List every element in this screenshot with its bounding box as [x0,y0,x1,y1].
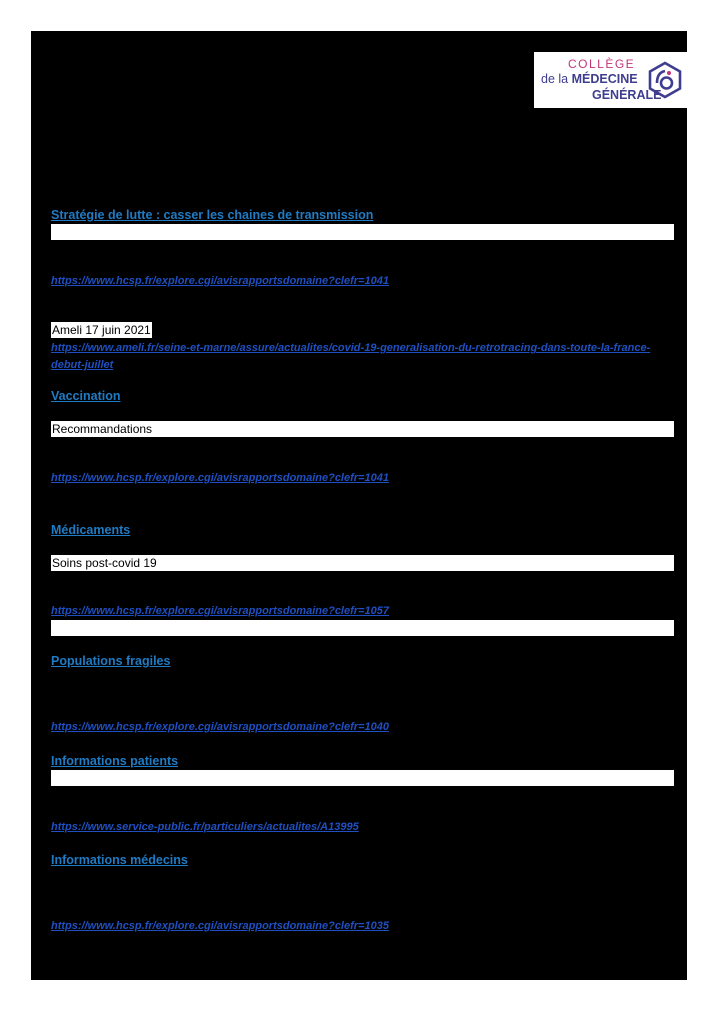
blank-bar-strategie [51,224,674,240]
college-medecine-generale-logo [534,52,688,108]
heading-vaccination: Vaccination [51,389,121,403]
link-service-public-a13995[interactable]: https://www.service-public.fr/particuliers/actualites/A13995 [51,821,359,833]
logo-line-3: GÉNÉRALE [592,88,662,102]
heading-medicaments: Médicaments [51,523,131,537]
blank-bar-medicaments [51,620,674,636]
heading-populations-fragiles: Populations fragiles [51,654,171,668]
bar-soins-post-covid [51,555,674,571]
logo-line-2: de la MÉDECINE [541,72,638,86]
label-soins-post-covid: Soins post-covid 19 [52,556,157,570]
link-hcsp-1041-strategie[interactable]: https://www.hcsp.fr/explore.cgi/avisrapportsdomaine?clefr=1041 [51,275,389,287]
logo-hexagon-icon [647,61,683,99]
link-hcsp-1035[interactable]: https://www.hcsp.fr/explore.cgi/avisrapportsdomaine?clefr=1035 [51,920,389,932]
heading-informations-patients: Informations patients [51,754,179,768]
link-hcsp-1040[interactable]: https://www.hcsp.fr/explore.cgi/avisrapportsdomaine?clefr=1040 [51,721,389,733]
heading-strategie: Stratégie de lutte : casser les chaines de transmission [51,208,374,222]
label-recommandations: Recommandations [52,422,153,436]
link-hcsp-1057[interactable]: https://www.hcsp.fr/explore.cgi/avisrapportsdomaine?clefr=1057 [51,605,389,617]
blank-bar-patients [51,770,674,786]
heading-informations-medecins: Informations médecins [51,853,188,867]
link-ameli-retrotracing[interactable]: https://www.ameli.fr/seine-et-marne/assure/actualites/covid-19-generalisation-du-retrotracing-dans-toute-la-france-debut-juillet [51,342,651,371]
bar-recommandations [51,421,674,437]
document-page [31,31,687,980]
label-ameli: Ameli 17 juin 2021 [52,323,151,337]
logo-line-1: COLLÈGE [568,57,636,71]
link-hcsp-1041-vaccination[interactable]: https://www.hcsp.fr/explore.cgi/avisrapportsdomaine?clefr=1041 [51,472,389,484]
